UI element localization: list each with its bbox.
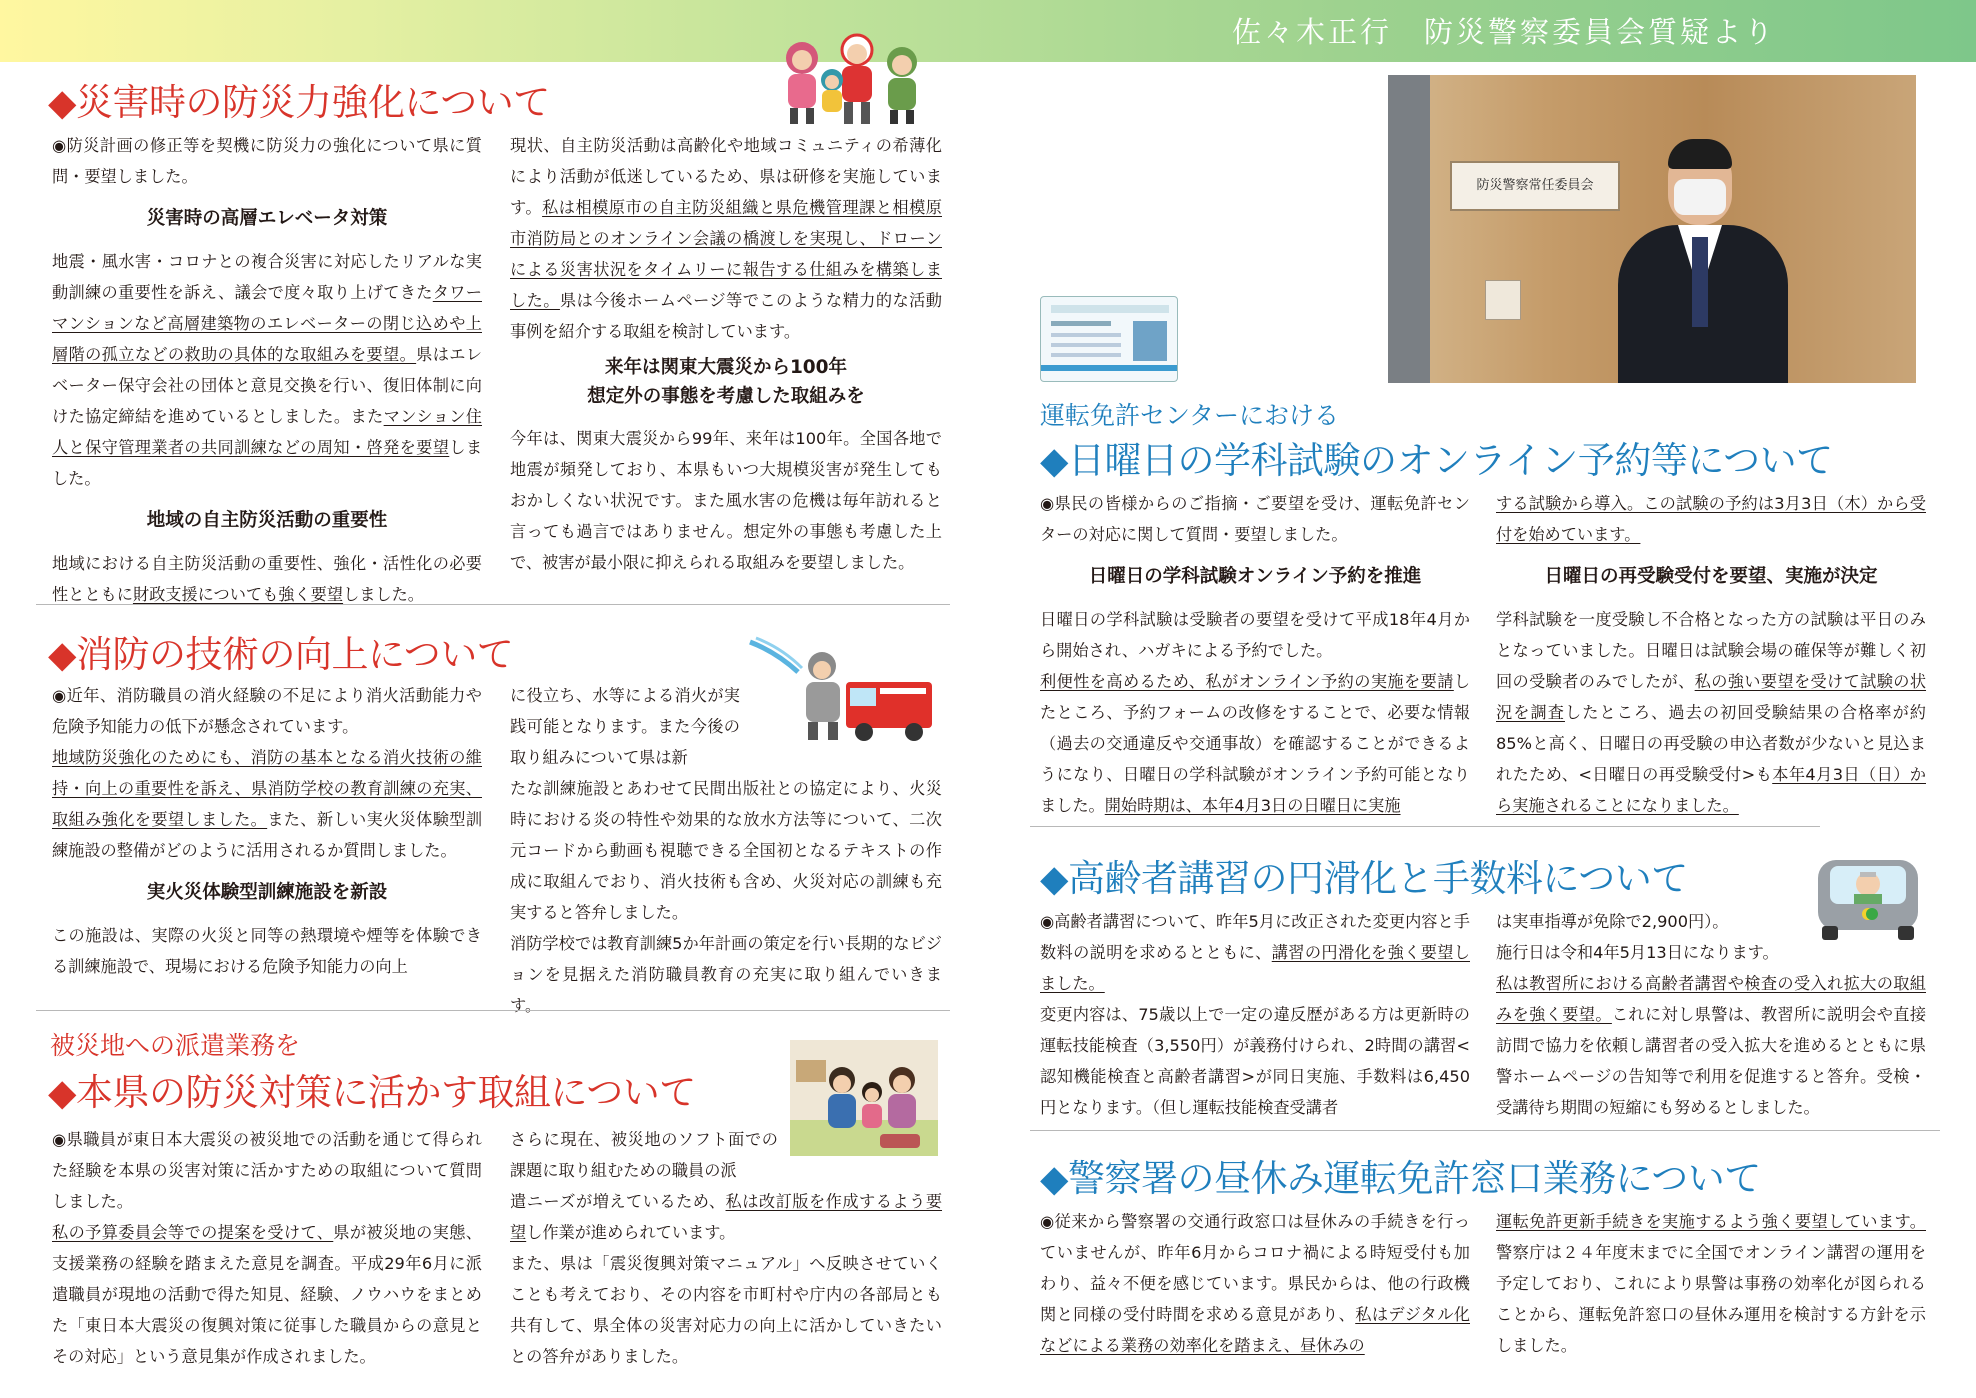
body-text: 遣ニーズが増えているため、	[510, 1192, 726, 1211]
column-subheading: 日曜日の学科試験オンライン予約を推進	[1088, 566, 1422, 587]
committee-sign: 防災警察常任委員会	[1450, 161, 1620, 211]
dispatch-col-1	[52, 1124, 482, 1372]
section-elderly-course-heading: ◆高齢者講習の円滑化と手数料について	[1040, 857, 1688, 900]
body-text: 県は今後ホームページ等でこのような精力的な活動事例を紹介する取組を検討しています。	[510, 291, 942, 341]
body-paragraph	[1496, 968, 1926, 1123]
body-text: これに対し県警は、教習所に説明会や直接訪問で協力を依頼し講習者の受入拡大を進めるとともに県警ホームページの告知等で利用を促進すると答弁。受検・受講待ち期間の短縮にも努めるとしました。	[1496, 1005, 1927, 1117]
body-text: し作業が進められています。	[526, 1223, 736, 1242]
top-banner	[0, 0, 1976, 62]
body-text: 県が被災地の実態、支援業務の経験を踏まえた意見を調査。平成29年6月に派遣職員が現地の活動で得た知見、経験、ノウハウをまとめた「東日本大震災の復興対策に従事した職員からの意見とその対応」という意見集が作成されました。	[52, 1223, 482, 1366]
subheading-line: 来年は関東大震災から100年	[604, 357, 848, 378]
emphasized-text: 私の強い要望を受けて試験の状況を調査	[1496, 672, 1927, 722]
body-paragraph	[1040, 488, 1470, 550]
body-text: また、新しい実火災体験型訓練施設の整備がどのように活用されるか質問しました。	[52, 810, 483, 860]
body-text: 学科試験を一度受験し不合格となった方の試験は平日のみとなっていました。日曜日は試験会場の確保等が難しく初回の受験者のみでしたが、	[1496, 610, 1926, 691]
body-text: 今年は、関東大震災から99年、来年は100年。全国各地で地震が頻発しており、本県もいつ大規模災害が発生してもおかしくない状況です。また風水害の危機は毎年訪れると言っても過言ではありません。想定外の事態も考慮した上で、被害が最小限に抑えられる取組みを要望しました。	[510, 429, 942, 572]
lunch-window-col-2	[1496, 1206, 1926, 1361]
elderly-course-col-1	[1040, 906, 1470, 1123]
section-divider	[1030, 826, 1820, 827]
section-divider	[36, 604, 950, 605]
section-firefighting-heading: ◆消防の技術の向上について	[48, 633, 514, 676]
body-text: しました。	[343, 585, 424, 604]
body-paragraph	[510, 773, 942, 928]
body-paragraph	[510, 928, 942, 1021]
sunday-exam-col-2	[1496, 488, 1926, 821]
section-divider	[36, 1010, 950, 1011]
disaster-col-2	[510, 130, 942, 578]
dispatch-col-2a	[510, 1124, 778, 1186]
body-text: したところ、予約フォームの改修をすることで、必要な情報（過去の交通違反や交通事故）を確認することができるようになり、日曜日の学科試験がオンライン予約可能となりました。	[1040, 672, 1470, 815]
emphasized-text: 地域防災強化のためにも、消防の基本となる消火技術の維持・向上の重要性を訴え、県消防学校の教育訓練の充実、取組み強化を要望しました。	[52, 748, 482, 829]
emphasized-text: 運転免許更新手続きを実施するよう強く要望しています。	[1496, 1212, 1926, 1231]
body-text: 施行日は令和4年5月13日になります。	[1496, 943, 1779, 962]
emphasized-text: 私は相模原市の自主防災組織と県危機管理課と相模原市消防局とのオンライン会議の橋渡しを実現し、ドローンによる災害状況をタイムリーに報告する仕組みを構築しました。	[510, 198, 942, 310]
body-paragraph	[52, 1217, 482, 1372]
section-sunday-exam-heading: ◆日曜日の学科試験のオンライン予約等について	[1040, 439, 1833, 482]
body-paragraph	[1040, 604, 1470, 666]
dispatch-subheading: 被災地への派遣業務を	[50, 1031, 301, 1060]
body-text: は実車指導が免除で2,900円）。	[1496, 912, 1729, 931]
emphasized-text: タワーマンションなど高層建築物のエレベーターの閉じ込めや上層階の孤立などの救助の具体的な取組みを要望。	[52, 283, 482, 364]
emphasized-text: 財政支援についても強く要望	[132, 585, 344, 604]
body-paragraph	[1496, 604, 1926, 821]
body-text: ◉防災計画の修正等を契機に防災力の強化について県に質問・要望しました。	[52, 136, 482, 186]
body-text: に役立ち、水等による消火が実践可能となります。また今後の取り組みについて県は新	[510, 686, 740, 767]
body-text: ◉県民の皆様からのご指摘・ご要望を受け、運転免許センターの対応に関して質問・要望しました。	[1040, 494, 1470, 544]
body-paragraph	[510, 680, 740, 773]
body-paragraph	[510, 423, 942, 578]
body-paragraph	[1040, 999, 1470, 1123]
body-text: ◉近年、消防職員の消火経験の不足により消火活動能力や危険予知能力の低下が懸念されています。	[52, 686, 482, 736]
body-paragraph	[52, 246, 482, 494]
body-paragraph	[1496, 906, 1926, 937]
column-subheading	[510, 353, 942, 411]
emphasized-text: 私の予算委員会等での提案を受けて、	[52, 1223, 334, 1242]
body-paragraph	[1040, 1206, 1470, 1361]
firefighting-col-1	[52, 680, 482, 982]
lunch-window-col-1	[1040, 1206, 1470, 1361]
emphasized-text: 講習の円滑化を強く要望しました。	[1040, 943, 1470, 993]
body-paragraph	[1040, 666, 1470, 821]
body-text: 地震・風水害・コロナとの複合災害に対応したリアルな実動訓練の重要性を訴え、議会で度々取り上げてきた	[52, 252, 482, 302]
body-paragraph	[52, 1124, 482, 1217]
body-paragraph	[1496, 1206, 1926, 1361]
body-text: この施設は、実際の火災と同等の熱環境や煙等を体験できる訓練施設で、現場における危険予知能力の向上	[52, 926, 482, 976]
body-text: したところ、過去の初回受験結果の合格率が約85%と高く、日曜日の再受験の申込者数が少ないと見込まれたため、<日曜日の再受験受付>も	[1496, 703, 1926, 784]
sunday-exam-col-1	[1040, 488, 1470, 821]
body-text: たな訓練施設とあわせて民間出版社との協定により、火災時における炎の特性や効果的な放水方法等について、二次元コードから動画も視聴できる全国初となるテキストの作成に取組んでおり、消火技術も含め、火災対応の訓練も充実すると答弁しました。	[510, 779, 942, 922]
emphasized-text: 利便性を高めるため、私がオンライン予約の実施を要請	[1040, 672, 1454, 691]
body-paragraph	[510, 1124, 778, 1186]
subheading-line: 想定外の事態を考慮した取組みを	[587, 386, 865, 407]
drivers-license-illustration	[1040, 296, 1178, 382]
body-paragraph	[52, 742, 482, 866]
section-dispatch-heading: ◆本県の防災対策に活かす取組について	[48, 1071, 696, 1114]
body-text: しました。	[52, 438, 483, 488]
firefighting-col-2a	[510, 680, 740, 773]
body-text: 現状、自主防災活動は高齢化や地域コミュニティの希薄化により活動が低迷しているため、県は研修を実施しています。	[510, 136, 942, 217]
shelter-family-illustration	[790, 1040, 938, 1156]
body-paragraph	[510, 130, 942, 347]
body-text: 日曜日の学科試験は受験者の要望を受けて平成18年4月から開始され、ハガキによる予約でした。	[1040, 610, 1470, 660]
license-center-subheading: 運転免許センターにおける	[1040, 401, 1340, 430]
body-text: 警察庁は２４年度末までに全国でオンライン講習の運用を予定しており、これにより県警は事務の効率化が図られることから、運転免許窓口の昼休み運用を検討する方針を示しました。	[1496, 1243, 1926, 1355]
body-text: ◉高齢者講習について、昨年5月に改正された変更内容と手数料の説明を求めるとともに、	[1040, 912, 1470, 962]
body-text: 地域における自主防災活動の重要性、強化・活性化の必要性とともに	[52, 554, 482, 604]
body-text: 変更内容は、75歳以上で一定の違反歴がある方は更新時の運転技能検査（3,550円）が義務付けられ、2時間の講習<認知機能検査と高齢者講習>が同日実施、手数料は6,450円となります。（但し運転技能検査受講者	[1040, 1005, 1470, 1117]
emphasized-text: マンション住人と保守管理業者の共同訓練などの周知・啓発を要望	[52, 407, 482, 457]
emphasized-text: する試験から導入。この試験の予約は3月3日（木）から受付を始めています。	[1496, 494, 1926, 544]
disaster-col-1	[52, 130, 482, 610]
column-subheading: 災害時の高層エレベータ対策	[146, 208, 388, 229]
dispatch-col-2b	[510, 1186, 942, 1372]
body-text: 消防学校では教育訓練5か年計画の策定を行い長期的なビジョンを見据えた消防職員教育の充実に取り組んでいきます。	[510, 934, 942, 1015]
body-paragraph	[52, 130, 482, 192]
body-paragraph	[52, 548, 482, 610]
body-text: ◉従来から警察署の交通行政窓口は昼休みの手続きを行っていませんが、昨年6月からコロナ禍による時短受付も加わり、益々不便を感じています。県民からは、他の行政機関と同様の受付時間を求める意見があり、	[1040, 1212, 1470, 1324]
body-text: ◉県職員が東日本大震災の被災地での活動を通じて得られた経験を本県の災害対策に活かすための取組について質問しました。	[52, 1130, 482, 1211]
column-subheading: 日曜日の再受験受付を要望、実施が決定	[1544, 566, 1878, 587]
emphasized-text: 私は教習所における高齢者講習や検査の受入れ拡大の取組みを強く要望。	[1496, 974, 1926, 1024]
section-divider	[1030, 1130, 1940, 1131]
emphasized-text: 本年4月3日（日）から実施されることになりました。	[1496, 765, 1926, 815]
emphasized-text: 私は改訂版を作成するよう要望	[510, 1192, 943, 1242]
firefighter-truck-illustration	[746, 636, 936, 744]
column-subheading: 地域の自主防災活動の重要性	[146, 510, 388, 531]
body-text: 県はエレベーター保守会社の団体と意見交換を行い、復旧体制に向けた協定締結を進めているとしました。また	[52, 345, 483, 426]
body-paragraph	[510, 1248, 942, 1372]
body-paragraph	[52, 680, 482, 742]
body-paragraph	[1040, 906, 1470, 999]
body-paragraph	[1496, 488, 1926, 550]
body-paragraph	[510, 1186, 942, 1248]
column-subheading: 実火災体験型訓練施設を新設	[146, 882, 388, 903]
committee-member-photo	[1388, 75, 1916, 383]
body-paragraph	[1496, 937, 1926, 968]
elderly-course-col-2	[1496, 906, 1926, 1123]
emphasized-text: 私はデジタル化などによる業務の効率化を踏まえ、昼休みの	[1040, 1305, 1470, 1355]
section-lunch-window-heading: ◆警察署の昼休み運転免許窓口業務について	[1040, 1157, 1761, 1200]
section-disaster-heading: ◆災害時の防災力強化について	[48, 81, 550, 124]
firefighting-col-2b	[510, 773, 942, 1021]
body-text: また、県は「震災復興対策マニュアル」へ反映させていくことも考えており、その内容を市町村や庁内の各部局とも共有して、県全体の災害対応力の向上に活かしていきたいとの答弁がありました。	[510, 1254, 942, 1366]
header-title: 佐々木正行 防災警察委員会質疑より	[1231, 15, 1776, 49]
emphasized-text: 開始時期は、本年4月3日の日曜日に実施	[1104, 796, 1401, 815]
body-text: さらに現在、被災地のソフト面での課題に取り組むための職員の派	[510, 1130, 778, 1180]
evacuation-family-illustration	[772, 30, 942, 126]
body-paragraph	[52, 920, 482, 982]
